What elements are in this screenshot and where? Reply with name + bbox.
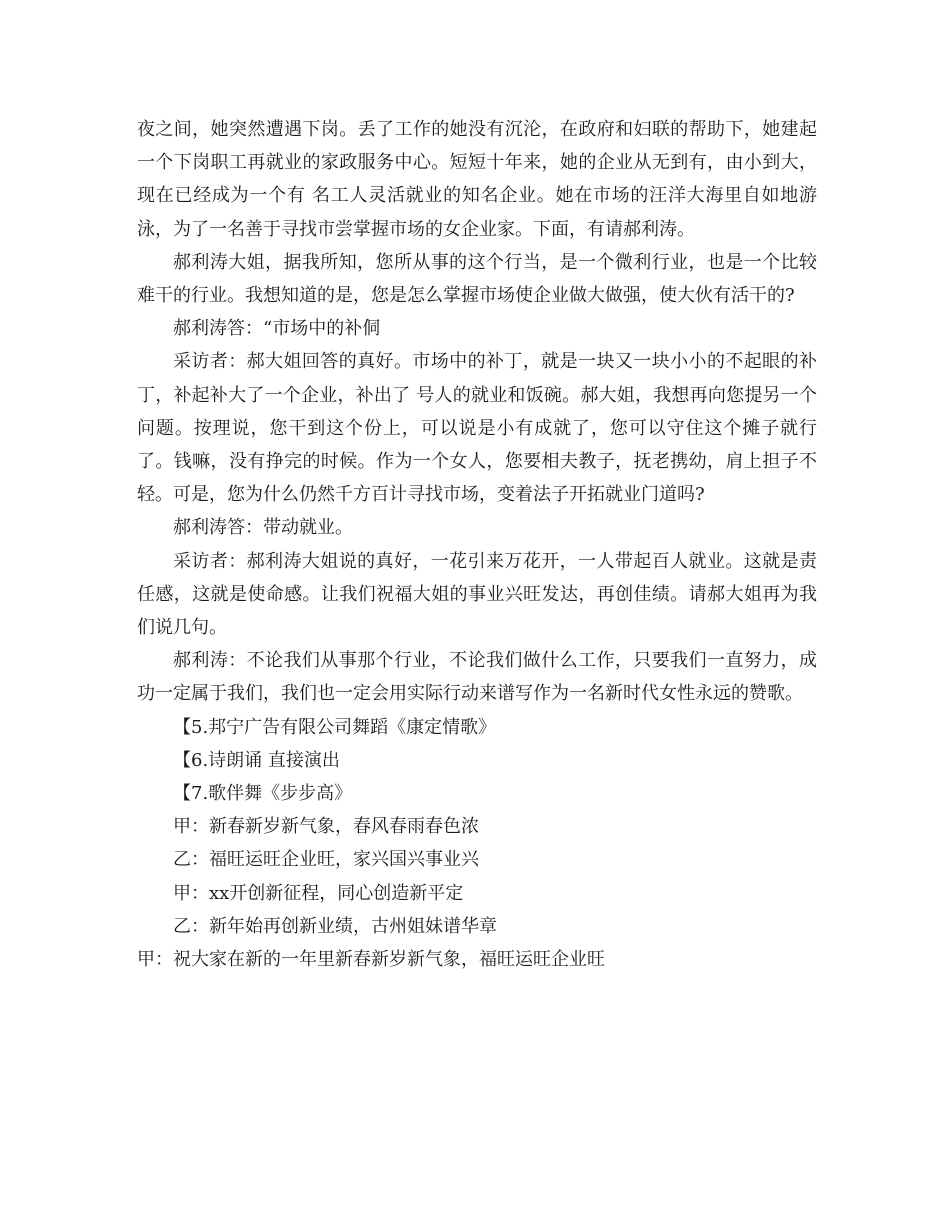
host-line-5: 甲：祝大家在新的一年里新春新岁新气象，福旺运旺企业旺 (137, 949, 605, 971)
paragraph-question-1: 郝利涛大姐，据我所知，您所从事的这个行当，是一个微利行业，也是一个比较难干的行业。我想知道的是，您是怎么掌握市场使企业做大做强，使大伙有活干的? (137, 251, 817, 307)
paragraph-intro: 夜之间，她突然遭遇下岗。丢了工作的她没有沉沦，在政府和妇联的帮助下，她建起一个下岗职工再就业的家政服务中心。短短十年来，她的企业从无到有，由小到大，现在已经成为一个有 名工人灵活就业的知名企业。她在市场的汪洋大海里自如地游泳，为了一名善于寻找市尝掌握市场的女企业家。下面，有请郝利涛。 (137, 119, 817, 240)
paragraph-interviewer-closing: 采访者：郝利涛大姐说的真好，一花引来万花开，一人带起百人就业。这就是责任感，这就是使命感。让我们祝福大姐的事业兴旺发达，再创佳绩。请郝大姐再为我们说几句。 (137, 550, 817, 639)
document-body (137, 113, 817, 976)
paragraph-answer-1: 郝利涛答：“市场中的补侗 (173, 318, 381, 340)
paragraph-answer-2: 郝利涛答：带动就业。 (173, 517, 353, 539)
host-line-3: 甲：xx开创新征程，同心创造新平定 (173, 882, 464, 904)
paragraph-question-2: 采访者：郝大姐回答的真好。市场中的补丁，就是一块又一块小小的不起眼的补丁，补起补大了一个企业，补出了 号人的就业和饭碗。郝大姐，我想再向您提另一个问题。按理说，您干到这个份上，可以说是小有成就了，您可以守住这个摊子就行了。钱嘛，没有挣完的时候。作为一个女人，您要相夫教子，抚老携幼，肩上担子不轻。可是，您为什么仍然千方百计寻找市场，变着法子开拓就业门道吗? (137, 351, 817, 506)
host-line-4: 乙：新年始再创新业绩，古州姐妹谱华章 (173, 915, 497, 937)
program-item-6: 【6.诗朗诵 直接演出 (173, 749, 340, 771)
paragraph-guest-closing: 郝利涛：不论我们从事那个行业，不论我们做什么工作，只要我们一直努力，成功一定属于我们，我们也一定会用实际行动来谱写作为一名新时代女性永远的赞歌。 (137, 650, 817, 705)
host-line-1: 甲：新春新岁新气象，春风春雨春色浓 (173, 816, 479, 838)
program-item-7: 【7.歌伴舞《步步高》 (173, 783, 353, 805)
program-item-5: 【5.邦宁广告有限公司舞蹈《康定情歌》 (173, 716, 497, 738)
host-line-2: 乙：福旺运旺企业旺，家兴国兴事业兴 (173, 849, 479, 871)
